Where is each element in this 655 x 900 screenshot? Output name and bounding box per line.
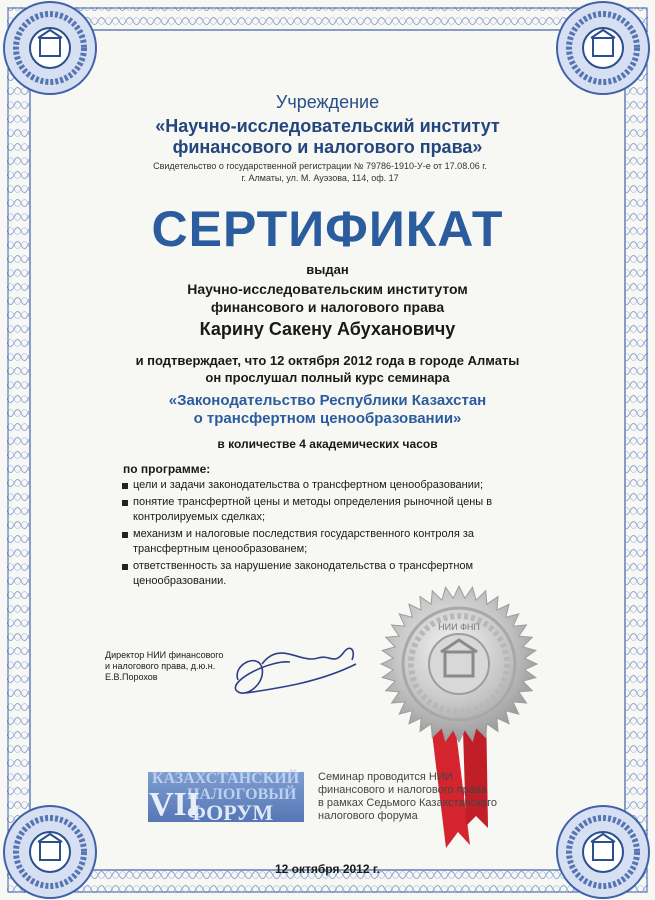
seminar-title-line1: «Законодательство Республики Казахстан <box>168 392 487 409</box>
recipient-name: Карину Сакену Абухановичу <box>199 319 456 339</box>
program-item: понятие трансфертной цены и методы определения рыночной цены в контролируемых сделках; <box>120 495 540 525</box>
program-item: механизм и налоговые последствия государственного контроля за трансфертным ценообразованем; <box>120 527 540 557</box>
hours-count: в количестве 4 академических часов <box>217 437 438 451</box>
signer-block <box>105 650 265 683</box>
program-label: по программе: <box>123 462 211 476</box>
confirmation-line2: он прослушал полный курс семинара <box>205 370 450 385</box>
corner-ornament-bottom-left <box>4 806 96 898</box>
signer-name: Е.В.Порохов <box>105 672 158 682</box>
corner-ornament-top-left <box>4 2 96 94</box>
forum-logo-line1: КАЗАХСТАНСКИЙ <box>152 770 300 787</box>
seminar-title <box>0 392 655 428</box>
registration-line1: Свидетельство о государственной регистрации № 79786-1910-У-е от 17.08.06 г. <box>153 161 487 171</box>
seminar-title-line2: о трансфертном ценообразовании» <box>193 410 462 427</box>
silver-seal <box>381 586 537 742</box>
issued-label: выдан <box>306 262 349 277</box>
issuer <box>0 280 655 316</box>
issuer-line2: финансового и налогового права <box>210 299 445 315</box>
forum-note-line3: в рамках Седьмого Казахстанского <box>318 797 498 809</box>
forum-note <box>318 771 498 823</box>
signer-title-line1: Директор НИИ финансового <box>105 650 224 660</box>
corner-ornament-bottom-right <box>557 806 649 898</box>
program-list <box>120 478 540 591</box>
registration-line2: г. Алматы, ул. М. Ауэзова, 114, оф. 17 <box>241 173 399 183</box>
institution-type: Учреждение <box>275 92 380 112</box>
program-item: ответственность за нарушение законодательства о трансфертном ценообразовании. <box>120 559 540 589</box>
forum-note-line2: финансового и налогового права <box>318 784 487 796</box>
footer-date: 12 октября 2012 г. <box>275 862 380 876</box>
forum-note-line1: Семинар проводится НИИ <box>318 771 453 783</box>
confirmation-line1: и подтверждает, что 12 октября 2012 года в городе Алматы <box>135 353 520 368</box>
institution-name-line1: «Научно-исследовательский институт <box>155 116 500 136</box>
program-item: цели и задачи законодательства о трансфертном ценообразовании; <box>120 478 540 493</box>
corner-ornament-top-right <box>557 2 649 94</box>
forum-logo-line2: НАЛОГОВЫЙ <box>187 786 297 803</box>
signer-title-line2: и налогового права, д.ю.н. <box>105 661 216 671</box>
seal-text: НИИ ФНП <box>438 622 480 632</box>
forum-logo-numeral: VII <box>149 786 201 823</box>
confirmation-text <box>0 352 655 386</box>
issuer-line1: Научно-исследовательским институтом <box>187 281 468 297</box>
certificate-title: СЕРТИФИКАТ <box>151 201 504 257</box>
institution-name-line2: финансового и налогового права» <box>172 137 483 157</box>
registration-info <box>120 160 520 184</box>
institution-name <box>0 116 655 158</box>
forum-note-line4: налогового форума <box>318 810 418 822</box>
forum-logo-line3: ФОРУМ <box>187 800 274 825</box>
